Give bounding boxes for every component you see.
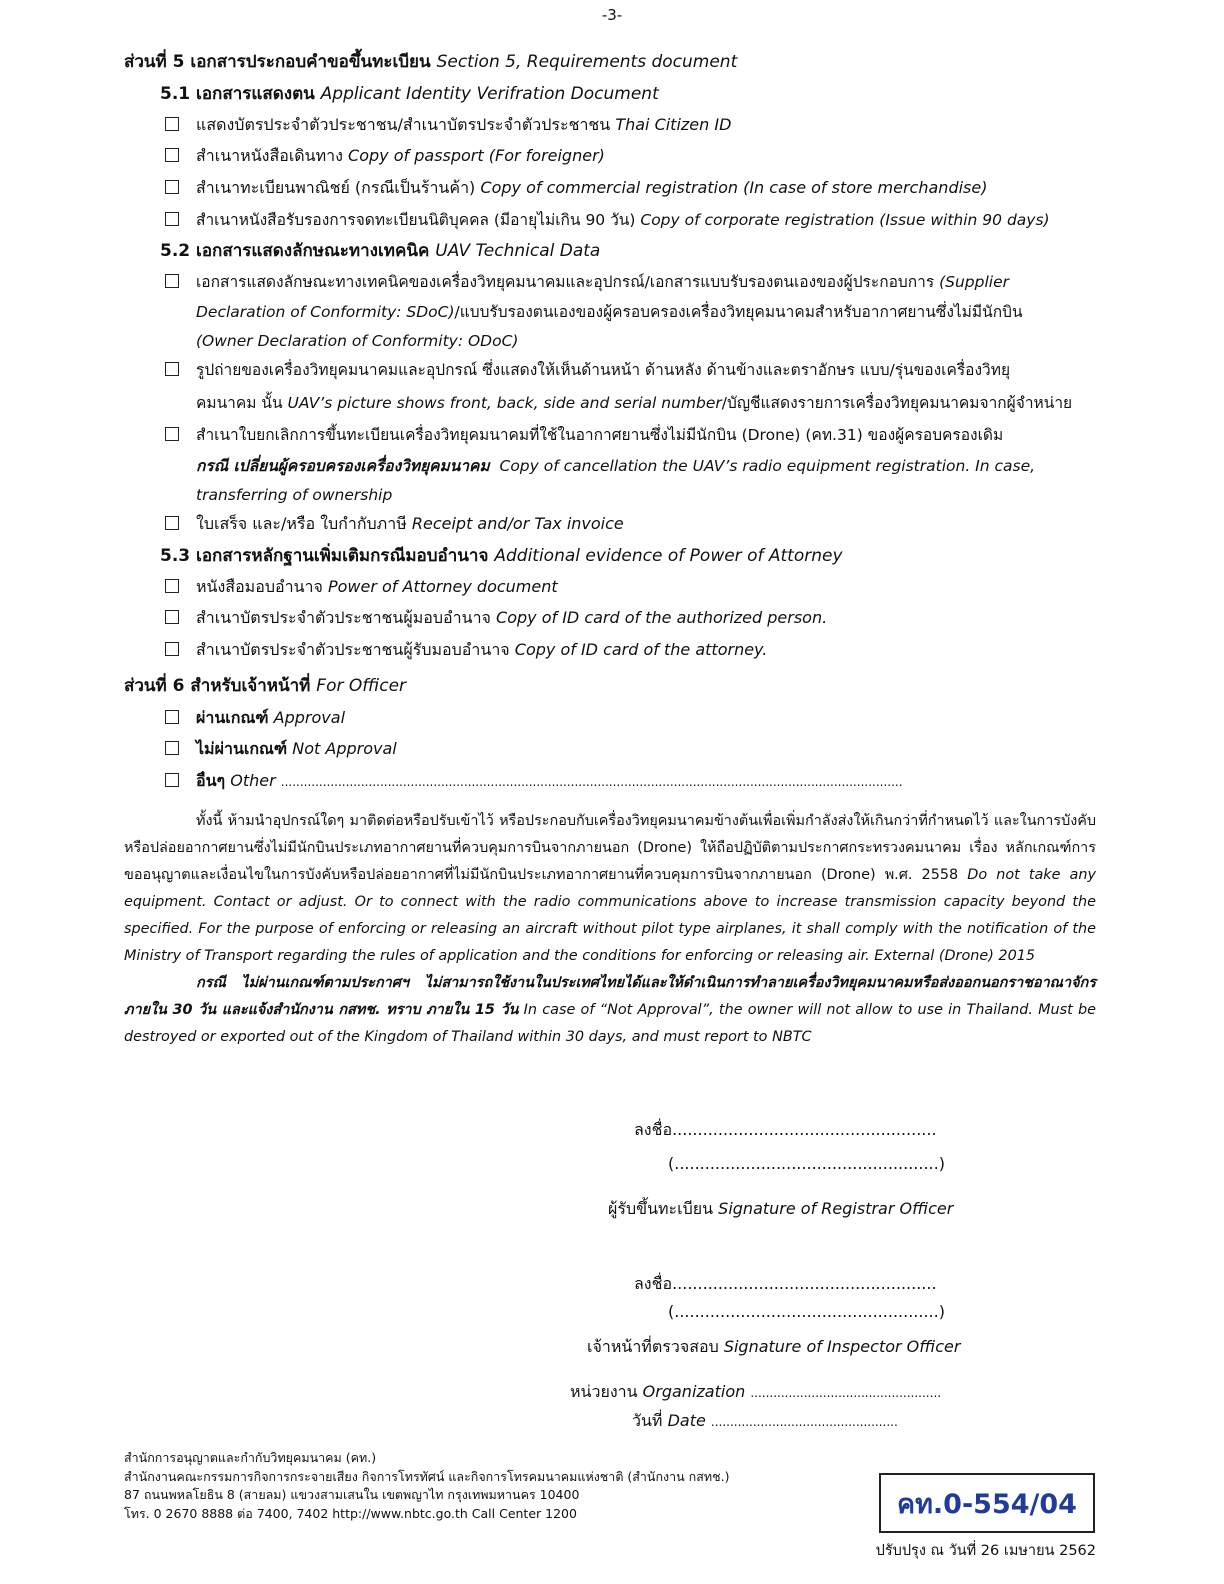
section51-title-en: Applicant Identity Verifration Document xyxy=(320,84,659,104)
checkbox-uav-picture[interactable] xyxy=(165,362,179,376)
item-uav-picture-line1 xyxy=(196,360,1010,380)
section6-title-en: For Officer xyxy=(316,676,407,696)
page-number: -3- xyxy=(601,6,623,24)
item-uav-picture-line2 xyxy=(196,393,1072,413)
inspector-name-line[interactable]: (....................................................) xyxy=(668,1302,945,1321)
item-label-en: Copy of passport (For foreigner) xyxy=(348,146,605,165)
item-label-en: (Supplier xyxy=(939,273,1010,291)
field-label-en: Organization xyxy=(642,1382,746,1401)
checkbox-approval[interactable] xyxy=(165,710,179,724)
not-approval-note xyxy=(124,970,1096,1051)
item-label-en: (Owner Declaration of Conformity: ODoC) xyxy=(196,332,519,350)
item-label-en: Copy of cancellation the UAV’s radio equipment registration. In case, xyxy=(499,457,1036,475)
item-label-th: สำเนาทะเบียนพาณิชย์ (กรณีเป็นร้านค้า) xyxy=(196,178,476,197)
item-label-en: Copy of ID card of the attorney. xyxy=(514,640,768,659)
section51-heading xyxy=(160,84,659,104)
item-label-th: หนังสือมอบอำนาจ xyxy=(196,577,323,596)
form-code: คท.0-554/04 xyxy=(897,1488,1077,1520)
checkbox-technical-data[interactable] xyxy=(165,274,179,288)
organization-fill-line[interactable]: .................................................. xyxy=(750,1386,942,1400)
item-label-en: Not Approval xyxy=(292,739,397,758)
item-label-th: สำเนาใบยกเลิกการขึ้นทะเบียนเครื่องวิทยุคมนาคมที่ใช้ในอากาศยานซึ่งไม่มีนักบิน (Drone) (คท.31) ของผู้ครอบครองเดิม xyxy=(196,426,1004,444)
footer-address xyxy=(124,1449,729,1523)
item-cancellation-line1 xyxy=(196,425,1003,445)
item-label-th: ผ่านเกณฑ์ xyxy=(196,708,269,727)
item-label-en: Thai Citizen ID xyxy=(615,115,732,134)
item-label-th: สำเนาหนังสือรับรองการจดทะเบียนนิติบุคคล (มีอายุไม่เกิน 90 วัน) xyxy=(196,211,636,229)
not-approval-note-en: In case of “Not Approval”, the owner will not allow to use in Thailand. Must be destroyed or exported out of the Kingdom of Thailand within 30 days, and must report to NBTC xyxy=(124,1002,1096,1045)
item-technical-data-line1 xyxy=(196,272,1009,292)
item-label-th: /แบบรับรองตนเองของผู้ครอบครองเครื่องวิทยุคมนาคมสำหรับอากาศยานซึ่งไม่มีนักบิน xyxy=(454,303,1023,321)
checkbox-poa-document[interactable] xyxy=(165,579,179,593)
not-approval-note-th: กรณี ไม่ผ่านเกณฑ์ตามประกาศฯ ไม่สามารถใช้งานในประเทศไทยได้และให้ดำเนินการทำลายเครื่องวิทยุคมนาคมหรือส่งออกนอกราชอาณาจักร ภายใน 30 วัน และแจ้งสำนักงาน กสทช. ทราบ ภายใน 15 วัน xyxy=(124,975,1096,1018)
item-label-th: ไม่ผ่านเกณฑ์ xyxy=(196,739,288,758)
section5-title-en: Section 5, Requirements document xyxy=(436,52,738,72)
other-fill-line[interactable]: ................................................................................................................................................................... xyxy=(280,775,903,789)
checkbox-thai-id[interactable] xyxy=(165,117,179,131)
role-label-en: Signature of Registrar Officer xyxy=(718,1199,954,1218)
checkbox-cancellation[interactable] xyxy=(165,427,179,441)
checkbox-id-authorized[interactable] xyxy=(165,610,179,624)
item-label-th: สำเนาบัตรประจำตัวประชาชนผู้มอบอำนาจ xyxy=(196,608,491,627)
date-fill-line[interactable]: ................................................. xyxy=(710,1415,898,1429)
organization-field xyxy=(570,1380,941,1405)
item-approval xyxy=(196,708,345,728)
checkbox-corporate-registration[interactable] xyxy=(165,212,179,226)
item-label-en: Copy of ID card of the authorized person. xyxy=(496,608,828,627)
footer-line3: 87 ถนนพหลโยธิน 8 (สายลม) แขวงสามเสนใน เขตพญาไท กรุงเทพมหานคร 10400 xyxy=(124,1487,580,1502)
item-label-th: รูปถ่ายของเครื่องวิทยุคมนาคมและอุปกรณ์ ซึ่งแสดงให้เห็นด้านหน้า ด้านหลัง ด้านข้างและตราอักษร แบบ/รุ่นของเครื่องวิทยุ xyxy=(196,361,1011,379)
section53-title-en: Additional evidence of Power of Attorney xyxy=(494,546,843,566)
role-label-th: ผู้รับขึ้นทะเบียน xyxy=(608,1199,714,1218)
item-label-th: สำเนาหนังสือเดินทาง xyxy=(196,146,343,165)
inspector-sign-line[interactable]: ลงชื่อ.................................................... xyxy=(634,1274,937,1293)
section5-title-th: ส่วนที่ 5 เอกสารประกอบคำขอขึ้นทะเบียน xyxy=(124,52,431,72)
item-label-en: transferring of ownership xyxy=(196,486,393,504)
item-other xyxy=(196,771,1096,792)
revision-date: ปรับปรุง ณ วันที่ 26 เมษายน 2562 xyxy=(875,1543,1096,1559)
footer-line4: โทร. 0 2670 8888 ต่อ 7400, 7402 http://www.nbtc.go.th Call Center 1200 xyxy=(124,1505,577,1521)
item-label-en: Other xyxy=(230,771,276,790)
field-label-th: หน่วยงาน xyxy=(570,1382,638,1401)
checkbox-id-attorney[interactable] xyxy=(165,642,179,656)
inspector-role xyxy=(587,1335,960,1360)
section6-title-th: ส่วนที่ 6 สำหรับเจ้าหน้าที่ xyxy=(124,676,311,696)
registrar-name-line[interactable]: (....................................................) xyxy=(668,1154,945,1173)
section6-heading xyxy=(124,676,406,696)
item-label-en: UAV’s picture shows front, back, side and serial number xyxy=(287,394,722,412)
registrar-role xyxy=(608,1197,953,1222)
item-cancellation-line3 xyxy=(196,485,392,505)
item-technical-data-line2 xyxy=(196,302,1023,322)
checkbox-receipt[interactable] xyxy=(165,516,179,530)
section53-heading xyxy=(160,546,843,566)
item-label-en: Copy of commercial registration (In case of store merchandise) xyxy=(480,178,988,197)
item-label-th: สำเนาบัตรประจำตัวประชาชนผู้รับมอบอำนาจ xyxy=(196,640,510,659)
field-label-en: Date xyxy=(667,1411,706,1430)
registrar-sign-line[interactable]: ลงชื่อ.................................................... xyxy=(634,1120,937,1139)
item-receipt xyxy=(196,514,624,534)
item-label-th: แสดงบัตรประจำตัวประชาชน/สำเนาบัตรประจำตัวประชาชน xyxy=(196,115,611,134)
role-label-th: เจ้าหน้าที่ตรวจสอบ xyxy=(587,1337,719,1356)
item-commercial-registration xyxy=(196,178,987,198)
item-label-en: Approval xyxy=(273,708,346,727)
item-poa-document xyxy=(196,577,558,597)
item-label-en: Receipt and/or Tax invoice xyxy=(411,514,624,533)
item-label-th: คมนาคม นั้น xyxy=(196,394,283,412)
section51-title-th: 5.1 เอกสารแสดงตน xyxy=(160,84,315,104)
item-id-attorney xyxy=(196,640,767,660)
section5-heading xyxy=(124,52,737,72)
section52-title-en: UAV Technical Data xyxy=(435,241,601,261)
footer-line2: สำนักงานคณะกรรมการกิจการกระจายเสียง กิจการโทรทัศน์ และกิจการโทรคมนาคมแห่งชาติ (สำนักงาน กสทช.) xyxy=(124,1468,730,1484)
checkbox-passport[interactable] xyxy=(165,148,179,162)
date-field xyxy=(632,1409,898,1434)
checkbox-other[interactable] xyxy=(165,773,179,787)
section53-title-th: 5.3 เอกสารหลักฐานเพิ่มเติมกรณีมอบอำนาจ xyxy=(160,546,489,566)
item-not-approval xyxy=(196,739,397,759)
item-passport xyxy=(196,146,605,166)
item-thai-id xyxy=(196,115,731,135)
item-label-th: ใบเสร็จ และ/หรือ ใบกำกับภาษี xyxy=(196,514,407,533)
form-code-box xyxy=(879,1473,1095,1533)
compliance-note-th: ทั้งนี้ ห้ามนำอุปกรณ์ใดๆ มาติดต่อหรือปรับเข้าไว้ หรือประกอบกับเครื่องวิทยุคมนาคมข้างต้นเพื่อเพิ่มกำลังส่งให้เกินกว่าที่กำหนดไว้ และในการบังคับหรือปล่อยอากาศยานซึ่งไม่มีนักบินประเภทอากาศยานที่ควบคุมการบินจากภายนอก (Drone) ให้ถือปฏิบัติตามประกาศกระทรวงคมนาคม เรื่อง หลักเกณฑ์การขออนุญาตและเงื่อนไขในการบังคับหรือปล่อยอากาศที่ไม่มีนักบินประเภทอากาศยานที่ควบคุมการบินจากภายนอก (Drone) พ.ศ. 2558 xyxy=(124,813,1096,883)
compliance-note xyxy=(124,808,1096,970)
item-corporate-registration xyxy=(196,210,1050,230)
item-cancellation-line2 xyxy=(196,456,1035,476)
item-label-th-bold: กรณี เปลี่ยนผู้ครอบครองเครื่องวิทยุคมนาคม xyxy=(196,457,490,475)
section52-heading xyxy=(160,241,600,261)
compliance-note-en: Do not take any equipment. Contact or adjust. Or to connect with the radio communications above to increase transmission capacity beyond the specified. For the purpose of enforcing or releasing an aircraft without pilot type airplanes, it shall comply with the notification of the Ministry of Transport regarding the rules of application and the conditions for enforcing or releasing air. External (Drone) 2015 xyxy=(124,867,1097,964)
item-id-authorized xyxy=(196,608,827,628)
item-label-th: /บัญชีแสดงรายการเครื่องวิทยุคมนาคมจากผู้จำหน่าย xyxy=(721,394,1073,412)
item-label-th: อื่นๆ xyxy=(196,771,226,790)
footer-line1: สำนักการอนุญาตและกำกับวิทยุคมนาคม (คท.) xyxy=(124,1450,377,1465)
checkbox-commercial-registration[interactable] xyxy=(165,180,179,194)
field-label-th: วันที่ xyxy=(632,1411,663,1430)
item-technical-data-line3 xyxy=(196,331,518,351)
item-label-en: Power of Attorney document xyxy=(327,577,558,596)
section52-title-th: 5.2 เอกสารแสดงลักษณะทางเทคนิค xyxy=(160,241,430,261)
item-label-en: Copy of corporate registration (Issue within 90 days) xyxy=(640,211,1050,229)
item-label-th: เอกสารแสดงลักษณะทางเทคนิคของเครื่องวิทยุคมนาคมและอุปกรณ์/เอกสารแบบรับรองตนเองของผู้ประกอบการ xyxy=(196,273,935,291)
item-label-en: Declaration of Conformity: SDoC) xyxy=(196,303,455,321)
checkbox-not-approval[interactable] xyxy=(165,741,179,755)
role-label-en: Signature of Inspector Officer xyxy=(723,1337,961,1356)
